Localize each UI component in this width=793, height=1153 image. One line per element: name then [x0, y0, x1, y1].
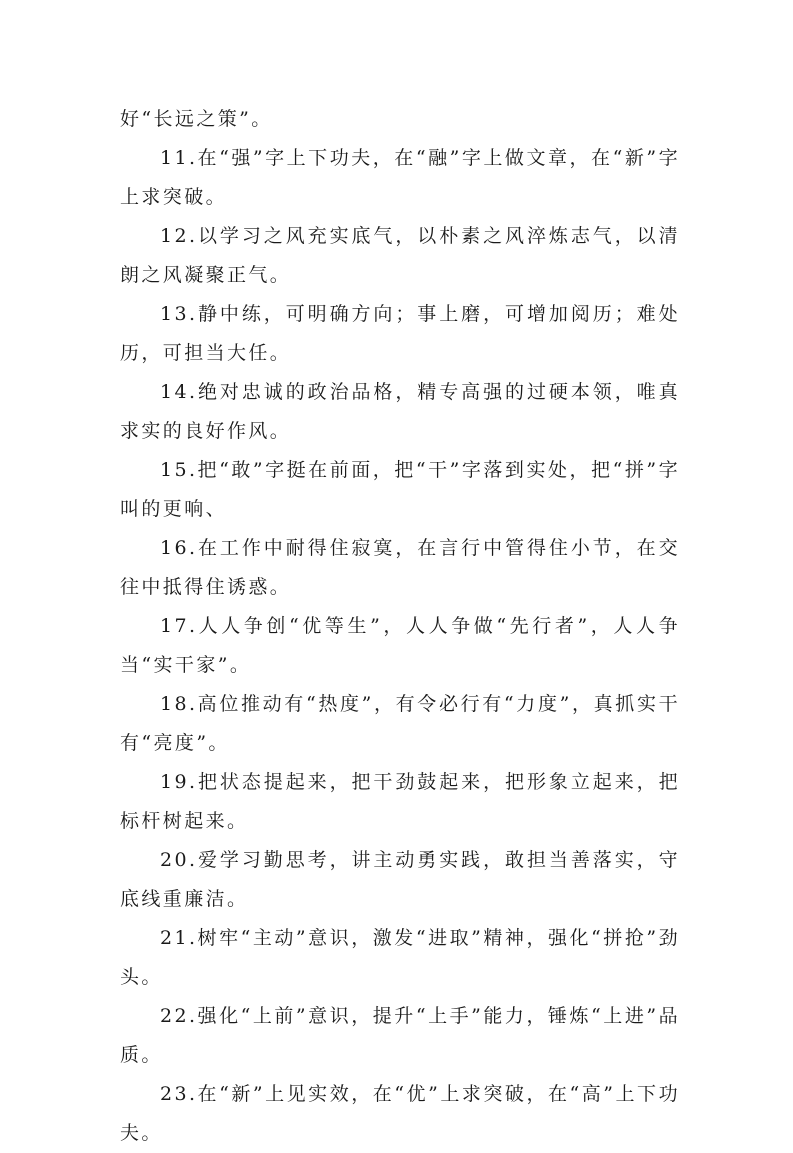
paragraph-item-16: 16.在工作中耐得住寂寞，在言行中管得住小节，在交往中抵得住诱惑。 — [120, 537, 680, 598]
paragraph-item-11: 11.在“强”字上下功夫，在“融”字上做文章，在“新”字上求突破。 — [120, 147, 680, 208]
paragraph-item-22: 22.强化“上前”意识，提升“上手”能力，锤炼“上进”品质。 — [120, 1005, 680, 1066]
paragraph-item-17: 17.人人争创“优等生”，人人争做“先行者”，人人争当“实干家”。 — [120, 615, 680, 676]
paragraph-item-13: 13.静中练，可明确方向；事上磨，可增加阅历；难处历，可担当大任。 — [120, 303, 680, 364]
paragraph-item-12: 12.以学习之风充实底气，以朴素之风淬炼志气，以清朗之风凝聚正气。 — [120, 225, 680, 286]
paragraph-item-20: 20.爱学习勤思考，讲主动勇实践，敢担当善落实，守底线重廉洁。 — [120, 849, 680, 910]
paragraph-item-19: 19.把状态提起来，把干劲鼓起来，把形象立起来，把标杆树起来。 — [120, 771, 680, 832]
document-body — [120, 100, 680, 1153]
paragraph-item-23: 23.在“新”上见实效，在“优”上求突破，在“高”上下功夫。 — [120, 1083, 680, 1144]
paragraph-item-18: 18.高位推动有“热度”，有令必行有“力度”，真抓实干有“亮度”。 — [120, 693, 680, 754]
paragraph-item-21: 21.树牢“主动”意识，激发“进取”精神，强化“拼抢”劲头。 — [120, 927, 680, 988]
paragraph-item-15: 15.把“敢”字挺在前面，把“干”字落到实处，把“拼”字叫的更响、 — [120, 459, 680, 520]
paragraph-item-14: 14.绝对忠诚的政治品格，精专高强的过硬本领，唯真求实的良好作风。 — [120, 381, 680, 442]
paragraph-continuation: 好“长远之策”。 — [120, 108, 273, 130]
